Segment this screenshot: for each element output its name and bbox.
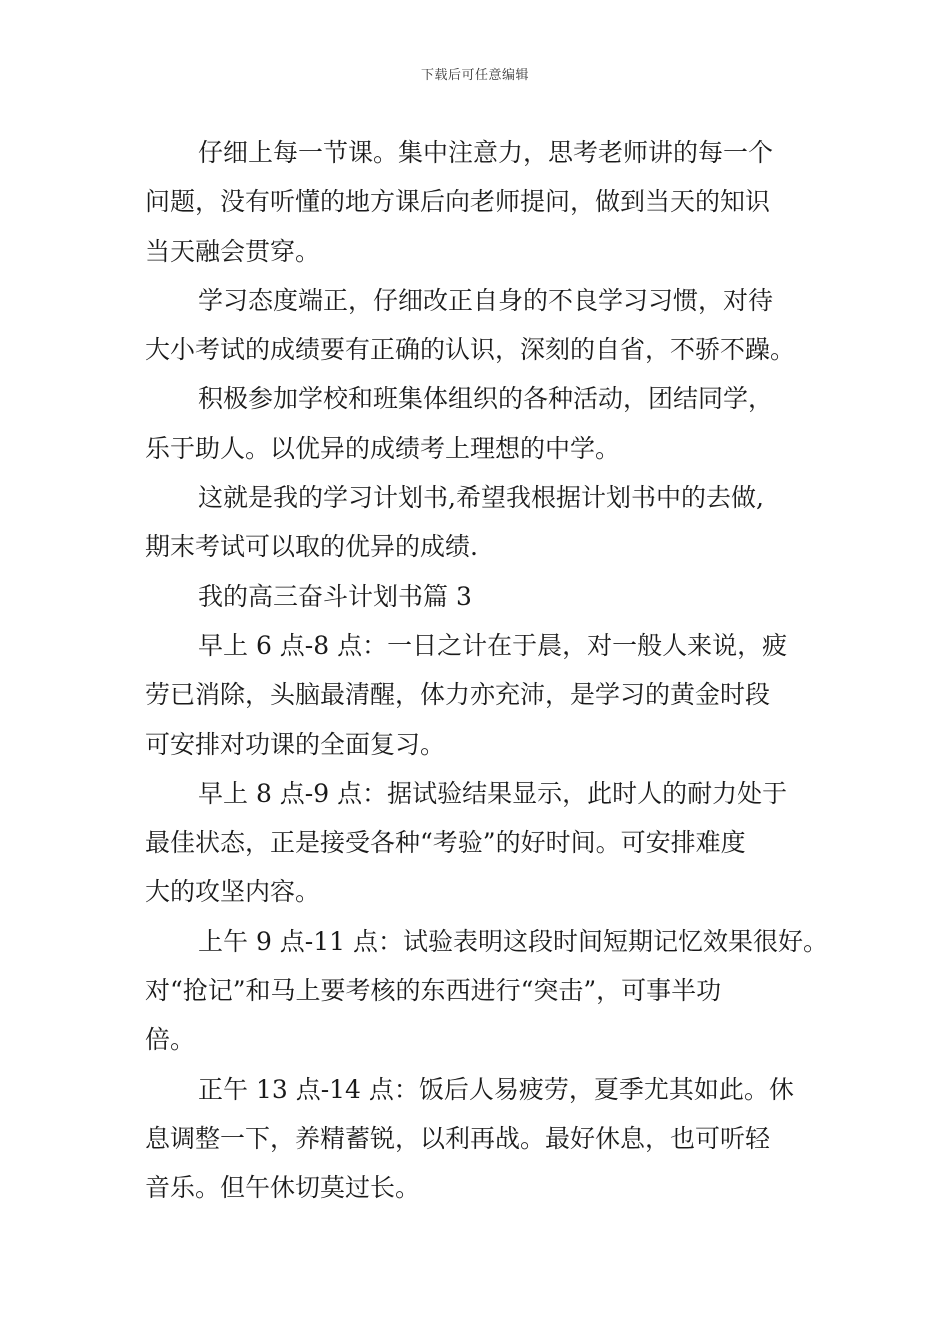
paragraph-line: 期末考试可以取的优异的成绩. (145, 532, 478, 562)
paragraph-line: 大小考试的成绩要有正确的认识，深刻的自省，不骄不躁。 (145, 335, 796, 365)
paragraph-line: 问题，没有听懂的地方课后向老师提问，做到当天的知识 (145, 187, 771, 217)
section-heading (145, 572, 810, 621)
paragraph-line: 息调整一下，养精蓄锐，以利再战。最好休息，也可听轻 (145, 1123, 771, 1153)
paragraph-line: 对“抢记”和马上要考核的东西进行“突击”，可事半功 (145, 976, 722, 1006)
section-heading-text: 我的高三奋斗计划书篇 3 (198, 581, 472, 611)
paragraph-study-each-class (145, 128, 810, 276)
paragraph-conclusion (145, 473, 810, 572)
paragraph-line: 这就是我的学习计划书,希望我根据计划书中的去做, (198, 483, 764, 513)
paragraph-line: 最佳状态，正是接受各种“考验”的好时间。可安排难度 (145, 828, 746, 858)
paragraph-line: 劳已消除，头脑最清醒，体力亦充沛，是学习的黄金时段 (145, 680, 771, 710)
paragraph-line: 音乐。但午休切莫过长。 (145, 1173, 421, 1203)
paragraph-line: 早上 8 点-9 点：据试验结果显示，此时人的耐力处于 (198, 778, 788, 808)
paragraph-13-14pm (145, 1065, 810, 1213)
paragraph-6-8am (145, 621, 810, 769)
paragraph-line: 大的攻坚内容。 (145, 877, 321, 907)
paragraph-line: 上午 9 点-11 点：试验表明这段时间短期记忆效果很好。 (198, 926, 829, 956)
paragraph-line: 可安排对功课的全面复习。 (145, 729, 446, 759)
paragraph-line: 早上 6 点-8 点：一日之计在于晨，对一般人来说，疲 (198, 630, 788, 660)
paragraph-line: 正午 13 点-14 点：饭后人易疲劳，夏季尤其如此。休 (198, 1074, 794, 1104)
paragraph-line: 仔细上每一节课。集中注意力，思考老师讲的每一个 (198, 138, 774, 167)
document-body (145, 128, 829, 1213)
page-header: 下载后可任意编辑 (420, 68, 529, 83)
paragraph-line: 学习态度端正，仔细改正自身的不良学习习惯，对待 (198, 285, 774, 315)
paragraph-9-11am (145, 917, 829, 1065)
paragraph-line: 乐于助人。以优异的成绩考上理想的中学。 (145, 433, 621, 463)
paragraph-line: 积极参加学校和班集体组织的各种活动，团结同学， (198, 384, 774, 414)
paragraph-8-9am (145, 769, 810, 917)
paragraph-study-attitude (145, 276, 810, 375)
paragraph-activities (145, 374, 810, 473)
paragraph-line: 倍。 (145, 1025, 196, 1055)
paragraph-line: 当天融会贯穿。 (145, 236, 321, 266)
